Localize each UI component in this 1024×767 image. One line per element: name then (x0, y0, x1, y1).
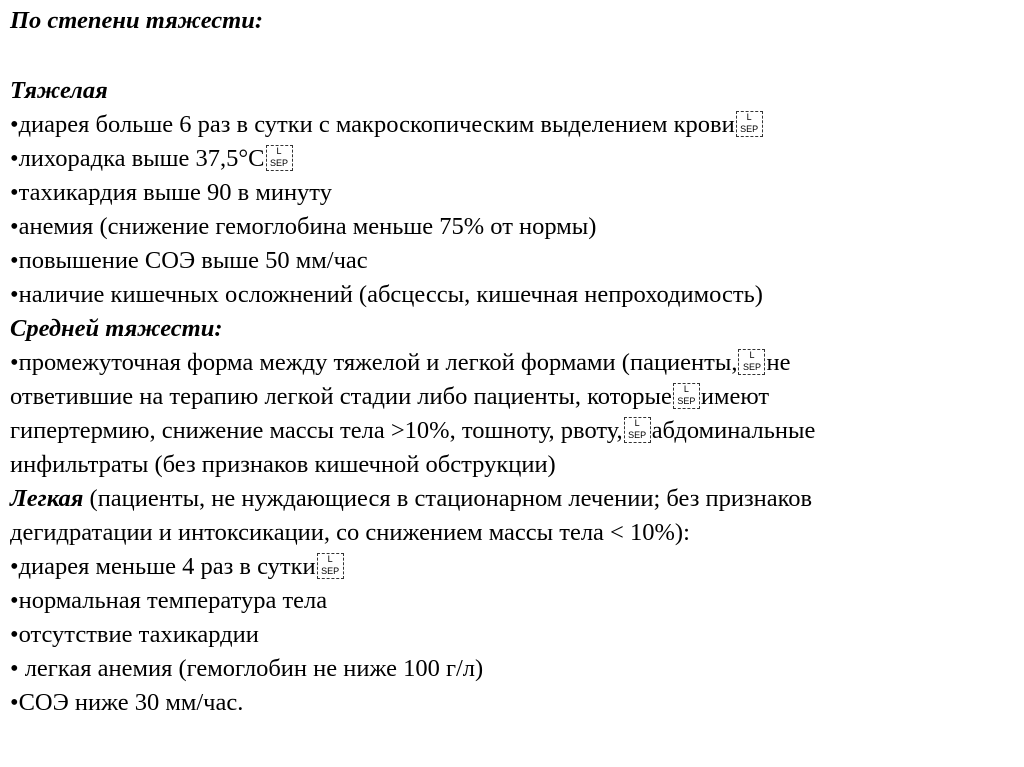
mild-item-anemia: • легкая анемия (гемоглобин не ниже 100 г/л) (10, 655, 484, 682)
moderate-line-1 (10, 346, 790, 380)
mild-item-diarrhea (10, 550, 345, 584)
moderate-line-4: инфильтраты (без признаков кишечной обструкции) (10, 451, 556, 478)
moderate-line-2 (10, 380, 769, 414)
page-title: По степени тяжести: (10, 7, 264, 34)
mild-item-no-tachycardia: •отсутствие тахикардии (10, 621, 259, 648)
mild-item-temperature: •нормальная температура тела (10, 587, 328, 614)
moderate-line-3 (10, 414, 815, 448)
severe-item-diarrhea (10, 108, 764, 142)
mild-line-1 (10, 482, 812, 516)
separator-glyph: L SEP (266, 145, 293, 171)
severe-item-fever (10, 142, 294, 176)
severe-item-text: •диарея больше 6 раз в сутки с макроскопическим выделением крови (10, 111, 735, 138)
severe-heading: Тяжелая (10, 77, 108, 104)
moderate-text: гипертермию, снижение массы тела >10%, тошноту, рвоту, (10, 417, 623, 444)
separator-glyph: L SEP (624, 417, 651, 443)
severe-item-esr: •повышение СОЭ выше 50 мм/час (10, 247, 368, 274)
separator-glyph: L SEP (736, 111, 763, 137)
severe-item-text: •лихорадка выше 37,5°С (10, 145, 265, 172)
mild-item-text: •диарея меньше 4 раз в сутки (10, 553, 316, 580)
mild-line-2: дегидратации и интоксикации, со снижением массы тела < 10%): (10, 519, 690, 546)
separator-glyph: L SEP (738, 349, 765, 375)
separator-glyph: L SEP (673, 383, 700, 409)
severe-item-tachycardia: •тахикардия выше 90 в минуту (10, 179, 332, 206)
severe-item-complications: •наличие кишечных осложнений (абсцессы, кишечная непроходимость) (10, 281, 763, 308)
moderate-heading: Средней тяжести: (10, 315, 223, 342)
moderate-text: имеют (700, 383, 770, 410)
moderate-text: абдоминальные (651, 417, 816, 444)
separator-glyph: L SEP (317, 553, 344, 579)
mild-description: (пациенты, не нуждающиеся в стационарном лечении; без признаков (83, 485, 813, 512)
severe-item-anemia: •анемия (снижение гемоглобина меньше 75% от нормы) (10, 213, 597, 240)
moderate-text: •промежуточная форма между тяжелой и легкой формами (пациенты, (10, 349, 738, 376)
mild-heading: Легкая (10, 485, 84, 512)
moderate-text: ответившие на терапию легкой стадии либо пациенты, которые (10, 383, 672, 410)
moderate-text: не (766, 349, 791, 376)
mild-item-esr: •СОЭ ниже 30 мм/час. (10, 689, 244, 716)
